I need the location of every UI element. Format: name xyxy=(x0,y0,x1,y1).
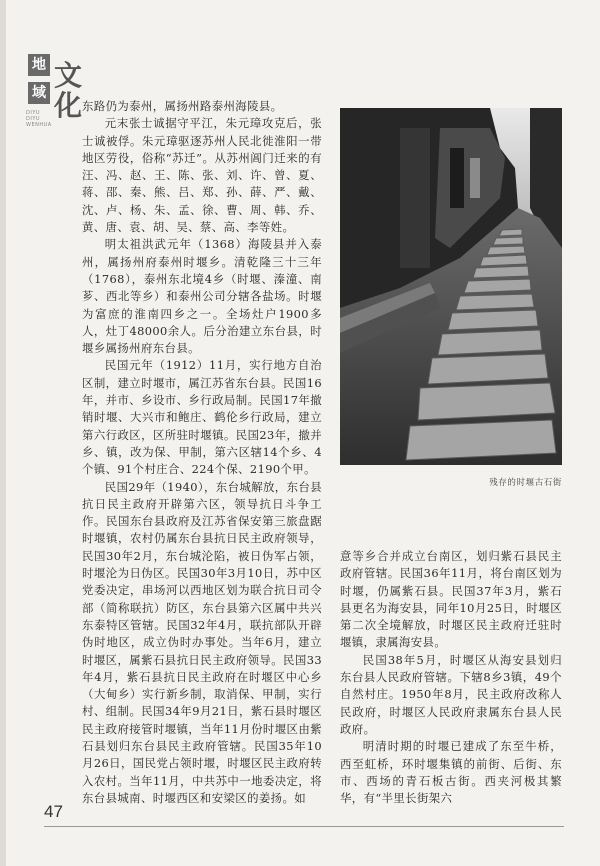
paragraph: 意等乡合并成立台南区，划归紫石县民主政府管辖。民国36年11月，将台南区划为时堰，仍属紫石县。民国37年3月，紫石县更名为海安县，同年10月25日，时堰区第二次全境解放，时堰区民主政府迁驻时堰镇，隶属海安县。 xyxy=(340,549,562,650)
left-text-column xyxy=(82,98,322,807)
footer-rule xyxy=(44,826,564,827)
page-number: 47 xyxy=(44,802,63,821)
paragraph: 民国元年（1912）11月，实行地方自治区制，建立时堰市，属江苏省东台县。民国16年，并市、乡设市、乡行政局制。民国17年撤销时堰、大兴市和鲍庄、鹤伦乡行政局，建立第六行政区，区所驻时堰镇。民国23年，撤并乡、镇，改为保、甲制，第六区辖14个乡、4个镇、91个村庄合、224个保、2190个甲。 xyxy=(82,358,322,477)
old-street-illustration xyxy=(340,108,562,465)
right-text-column xyxy=(340,548,562,807)
logo-char-wen: 文 xyxy=(54,59,83,92)
paragraph: 民国38年5月，时堰区从海安县划归东台县人民政府管辖。下辖8乡3镇，49个自然村庄。1950年8月，民主政府改称人民政府，时堰区人民政府隶属东台县人民政府。 xyxy=(340,652,562,736)
paragraph: 民国29年（1940），东台城解放，东台县抗日民主政府开辟第六区，领导抗日斗争工作。民国东台县政府及江苏省保安第三旅盘踞时堰镇，农村仍属东台县抗日民主政府领导，民国30年2月，东台城沦陷，被日伪军占领，时堰沦为日伪区。民国30年3月10日，苏中区党委决定，串场河以西地区划为联合抗日司令部（简称联抗）防区，东台县第六区属中共兴东泰特区管辖。民国32年4月，联抗部队开辟伪时地区，成立伪时办事处。当年6月，建立时堰区，属紫石县抗日民主政府领导。民国33年4月，紫石县抗日民主政府在时堰区中心乡（大甸乡）实行新乡制，取消保、甲制，实行村、组制。民国34年9月21日，紫石县时堰区民主政府接管时堰镇，当年11月份时堰区由紫石县划归东台县民主政府管辖。民国35年10月26日，国民党占领时堰，时堰区民主政府转入农村。当年11月，中共苏中一地委决定，将东台县城南、时堰西区和安梁区的姜扬。如 xyxy=(82,479,322,805)
page-edge xyxy=(0,0,6,866)
paragraph: 明清时期的时堰已建成了东至牛桥，西至虹桥，环时堰集镇的前街、后街、东市、西场的青石板古街。西夹河极其繁华，有“半里长街架六 xyxy=(340,739,562,806)
paragraph: 东路仍为泰州，属扬州路泰州海陵县。 xyxy=(82,99,283,113)
logo-char-di: 地 xyxy=(28,54,50,76)
logo-char-hua: 化 xyxy=(54,89,83,122)
photo-caption: 残存的时堰古石街 xyxy=(489,478,562,488)
logo-pinyin: DIYU DIYU WENHUA xyxy=(26,110,52,128)
logo-char-yu: 域 xyxy=(28,82,50,104)
paragraph: 元末张士诚据守平江，朱元璋攻克后，张士诚被俘。朱元璋驱逐苏州人民北徙淮阳一带地区劳役，俗称“苏迁”。从苏州阊门迁来的有汪、冯、赵、王、陈、张、刘、许、曾、夏、蒋、邵、秦、熊、吕、郑、孙、薛、严、戴、沈、卢、杨、朱、孟、徐、曹、周、韩、乔、黄、唐、袁、胡、吴、蔡、高、李等姓。 xyxy=(82,116,322,235)
old-street-photo xyxy=(340,108,562,465)
paragraph: 明太祖洪武元年（1368）海陵县并入泰州，属扬州府泰州时堰乡。清乾隆三十三年（1768），泰州东北境4乡（时堰、溱潼、南芗、西北等乡）和泰州公司分辖各盐场。时堰为富庶的淮南四乡之一。全场灶户1900多人，灶丁48000余人。后分治建立东台县，时堰乡属扬州府东台县。 xyxy=(82,237,322,356)
